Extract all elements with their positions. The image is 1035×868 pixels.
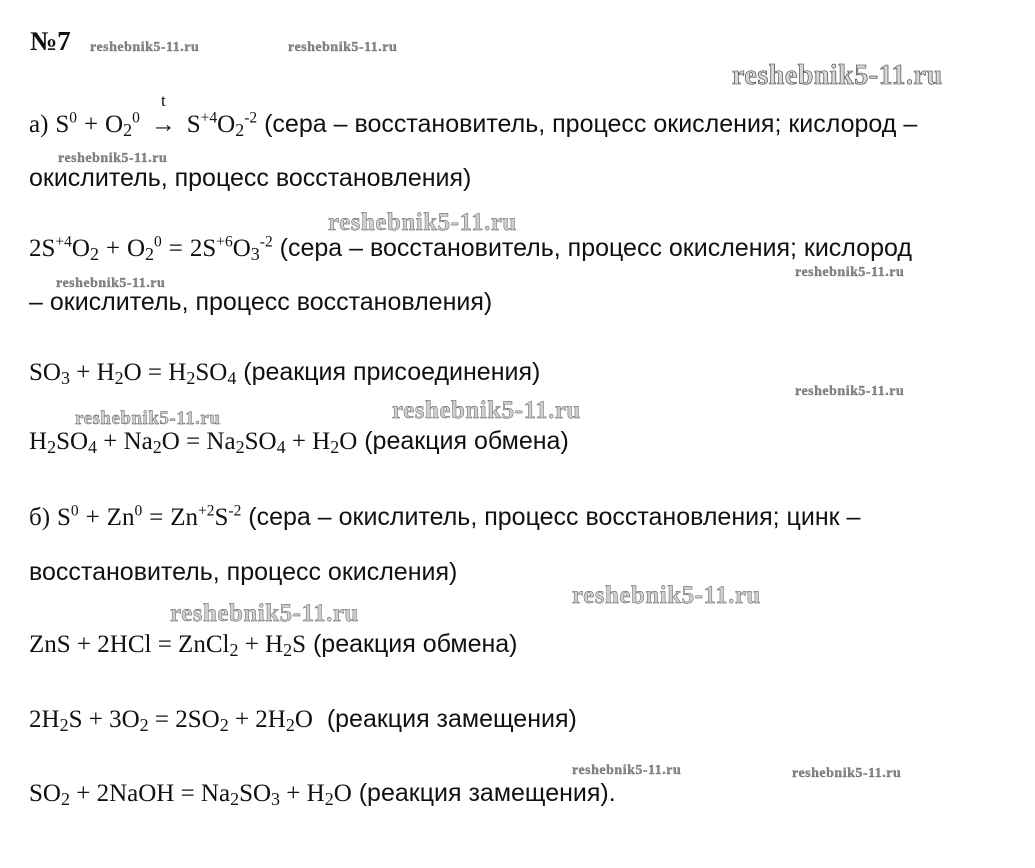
watermark: reshebnik5-11.ru xyxy=(328,209,517,236)
watermark: reshebnik5-11.ru xyxy=(288,40,398,55)
watermark: reshebnik5-11.ru xyxy=(392,397,581,424)
watermark: reshebnik5-11.ru xyxy=(572,763,682,778)
comment-line: – окислитель, процесс восстановления) xyxy=(29,288,493,316)
equation-a1: а) $S^0 + O_2^0$ t → $S^{+4}O_2^{-2}$ (сера – восстановитель, процесс окисления; кислород – xyxy=(29,91,918,140)
comment: (сера – восстановитель, процесс окисления; кислород – xyxy=(264,110,918,138)
comment: (сера – окислитель, процесс восстановления; цинк – xyxy=(248,503,861,531)
comment: (реакция замещения) xyxy=(326,705,577,733)
equation-b3: $2H_2S + 3O_2 = 2SO_2 + 2H_2O$ (реакция замещения) xyxy=(29,705,577,735)
reaction-arrow: t → xyxy=(150,91,176,138)
arrow-condition: t xyxy=(160,91,166,110)
task-number: №7 xyxy=(30,26,71,56)
equation-a4: $H_2SO_4 + Na_2O = Na_2SO_4 + H_2O$ (реакция обмена) xyxy=(29,427,569,457)
comment: (реакция присоединения) xyxy=(243,358,541,386)
watermark: reshebnik5-11.ru xyxy=(572,582,761,609)
watermark: reshebnik5-11.ru xyxy=(795,265,905,280)
equation-a2: $2S^{+4}O_2 + O_2^0 = 2S^{+6}O_3^{-2}$ (сера – восстановитель, процесс окисления; кислород xyxy=(29,233,912,264)
watermark: reshebnik5-11.ru xyxy=(90,40,200,55)
comment-line: окислитель, процесс восстановления) xyxy=(29,164,472,192)
watermark: reshebnik5-11.ru xyxy=(75,408,221,429)
watermark: reshebnik5-11.ru xyxy=(170,600,359,627)
equation-a3: $SO_3 + H_2O = H_2SO_4$ (реакция присоединения) xyxy=(29,358,541,388)
watermark: reshebnik5-11.ru xyxy=(732,60,943,91)
watermark: reshebnik5-11.ru xyxy=(792,766,902,781)
equation-b4: $SO_2$ + 2NaOH = $Na_2SO_3 + H_2O$ (реакция замещения). xyxy=(29,779,616,809)
watermark: reshebnik5-11.ru xyxy=(795,384,905,399)
comment: (реакция обмена) xyxy=(312,630,518,658)
comment: (реакция замещения). xyxy=(358,779,616,807)
equation-b1: б) $S^0 + Zn^0 = Zn^{+2}S^{-2}$ (сера – окислитель, процесс восстановления; цинк – xyxy=(29,502,861,531)
comment-line: восстановитель, процесс окисления) xyxy=(29,558,458,586)
comment: (сера – восстановитель, процесс окисления; кислород xyxy=(279,234,912,262)
watermark: reshebnik5-11.ru xyxy=(58,151,168,166)
comment: (реакция обмена) xyxy=(364,427,569,455)
equation-b2: ZnS + 2HCl = ZnCl$_2$ + $H_2S$ (реакция обмена) xyxy=(29,630,518,660)
watermark: reshebnik5-11.ru xyxy=(56,276,166,291)
